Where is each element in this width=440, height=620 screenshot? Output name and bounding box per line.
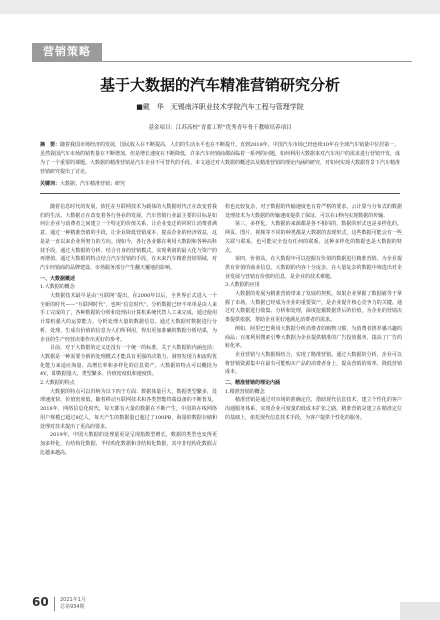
abstract xyxy=(40,141,400,177)
page-corner-band xyxy=(400,602,440,620)
subsection-heading: 3.大数据的应用 xyxy=(225,282,260,289)
abstract-label: 摘 要： xyxy=(40,142,61,148)
fund-note: 基金项目：江苏高校“青蓝工程”优秀青年骨干教师培养项目 xyxy=(148,125,292,131)
keywords-label: 关键词： xyxy=(40,181,61,187)
body-column-left xyxy=(40,203,217,457)
subsection-heading: 1.大数据的概念 xyxy=(40,284,75,291)
body-paragraph: 企业营销与大数据相结合，实现了精准营销。通过大数据的分析，企业可以将营销资源集中在最有可能购买产品的消费者身上，提高营销的效率，降低营销成本。 xyxy=(225,351,402,376)
body-paragraph: 大数据的发展为精准营销带来了发展的契机。如果企业掌握了数据就等于掌握了市场，大数据已经成为企业的重要资产，是企业提升核心竞争力的关键。通过对大数据进行收集、分析和处理，深度挖掘数据背后的价值，为企业的营销决策提供依据，帮助企业更好地满足消费者的需求。 xyxy=(225,291,402,324)
body-paragraph: 大数据技术最早是由“互联网”提出，在2000年以后，全世界正式进入一个全新的时代——“互联网时代”，也叫“信息时代”。分析数据已经不单单是由人来手工完成的了，各种数据的分析和处理由计算机系统代替人工来完成，通过使用计算机强大的运算能力，分析处理大量的数据信息。通过大数据对数据进行分析、处理，生成有价值的信息为人们所利用，得出更加准确的数据分析结果，为企业的生产经营决策作出更好的参考。 xyxy=(40,293,217,343)
subsection-heading: 1.精准营销的概念 xyxy=(225,388,265,395)
body-paragraph: 第四，价值高。在大数据中可以挖掘有价值的数据进行精准营销，为企业提供有价值的商业信息。大数据的内容十分庞杂，在大量复杂的数据中筛选出对企业发展与营销有价值的信息，是企业的技术难题。 xyxy=(225,256,402,280)
body-paragraph: 随着信息时代的发展，依托在互联网技术为载体的大数据时代正在改变着我们的生活。大数据正在改变着各行各业的发展，汽车营销行业最主要的目标是如何让企业与消费者之间建立一个特定的价值关系，让企业变迁的同时让消费者满意。通过一种精准营销的手段，让企业降低营销成本，提高企业的经济效益，这是是一直以来企业所努力的方向。现如今，各行各业都在利用大数据和各种高科技手段，通过大数据的分析、结合自身的营销模式，实现利润的最大化与资产的再增值。通过大数据的特点结合汽车营销的手段，在未来汽车精准营销领域，对汽车经销商的品牌建设、市场服务部分产生翻天覆地的影响。 xyxy=(40,204,217,271)
body-column-right xyxy=(225,203,402,423)
section-heading: 二、精准营销的理论内涵 xyxy=(225,380,281,387)
section-rule xyxy=(32,61,412,62)
abstract-divider xyxy=(40,193,400,194)
section-tag: 营销策略 xyxy=(32,43,102,61)
body-paragraph: 例如，阿里巴巴利用大数据分析消费者的购物习惯，为消费者推荐感兴趣的商品；百度利用搜索引擎大数据为企业提供精准的广告投放服务，提高了广告的转化率。 xyxy=(225,325,402,350)
body-paragraph: 大数据的特点可以归纳为以下四个方面：数据体量巨大，数据类型繁多，处理速度快，价值密度低。随着移动互联网技术和各类智能终端设备的不断普及，2018年，网络信息化时代，每天都有大量的数据在不断产生，中国的在线网络用户规模已超过8亿人，每天产生的数据量已超过了100PB，海量的数据存储和处理对技术提出了更高的要求。 xyxy=(40,388,217,430)
author-line: ■戴 华 无锡南洋职业技术学院汽车工程与管理学院 xyxy=(136,103,304,111)
section-heading: 一、大数据概述 xyxy=(40,275,76,282)
keywords-text: 大数据；汽车精准营销；研究 xyxy=(60,181,126,187)
issue-date: 2021年1月 xyxy=(60,597,86,603)
page-top-band xyxy=(0,0,440,14)
body-paragraph: 目前，对于大数据的定义还没有一个统一的标准，关于大数据的内涵包括：大数据是一种需要全新的处理模式才能具有更强的决策力、洞察发现力和流程优化能力来适应海量、高增长率和多样化的信息资产。大数据的特点可以概括为4V，即数据量大、类型繁多、价值密度低和速度快。 xyxy=(40,345,217,378)
body-paragraph: 构也比较复杂，对于数据的传输速度也有着严格的要求，云计算与分布式的数据处理技术为大数据的传输速度提供了保证，可以在1秒内实现数据的传输。 xyxy=(225,204,402,219)
body-paragraph: 2019年，中国大数据的处理量更是呈现指数型增长，数据的类型也变得更加多样化，有结构化数据、半结构化数据和非结构化数据，其中非结构化数据占比越来越高。 xyxy=(40,432,217,456)
page-number: 60 xyxy=(32,595,49,609)
body-paragraph: 第三，多样化。大数据的来源都是各不相同的，数据的形式也是多样化的。网页、图片、视频等不同的种类都是大数据的表现形式，这些数据可能会有一些关联与联系，也可能完全没有任何的联系，这种多样化的数据也是大数据的特点。 xyxy=(225,221,402,254)
subsection-heading: 2.大数据的特点 xyxy=(40,380,75,387)
abstract-text: 随着我国市场经济的发展，国民收入在不断提高，人们的生活水平也在不断提升。直到2018年，中国汽车市场已经连续10年在全球汽车销量中位居第一。虽然我国汽车市场的销售量在不断增加，但是增长速度在不断降低，许多汽车经销商都面临着一系列的问题，如何利用大数据来对汽车用户的需求进行营销开发，成为了一个重要的课题。大数据的精准营销是汽车企业不可替代的手段。本文通过对大数据的概述以及精准营销的理论内涵的研究，对如何实现大数据背景下汽车精准营销研究提出了讨论。 xyxy=(40,142,401,175)
issue-number: 总第934期 xyxy=(60,604,85,610)
body-paragraph: 精准营销是通过对市场的准确定位，借助现代信息技术，建立个性化的客户沟通服务体系，实现企业可度量的低成本扩张之路。精准营销是建立在精准定位的基础上，依托现代信息技术手段，为客户提供个性化的服务。 xyxy=(225,397,402,421)
keywords xyxy=(40,180,400,187)
article-title: 基于大数据的汽车精准营销研究分析 xyxy=(99,76,340,94)
page-footer xyxy=(32,595,412,613)
footer-divider xyxy=(54,597,55,611)
